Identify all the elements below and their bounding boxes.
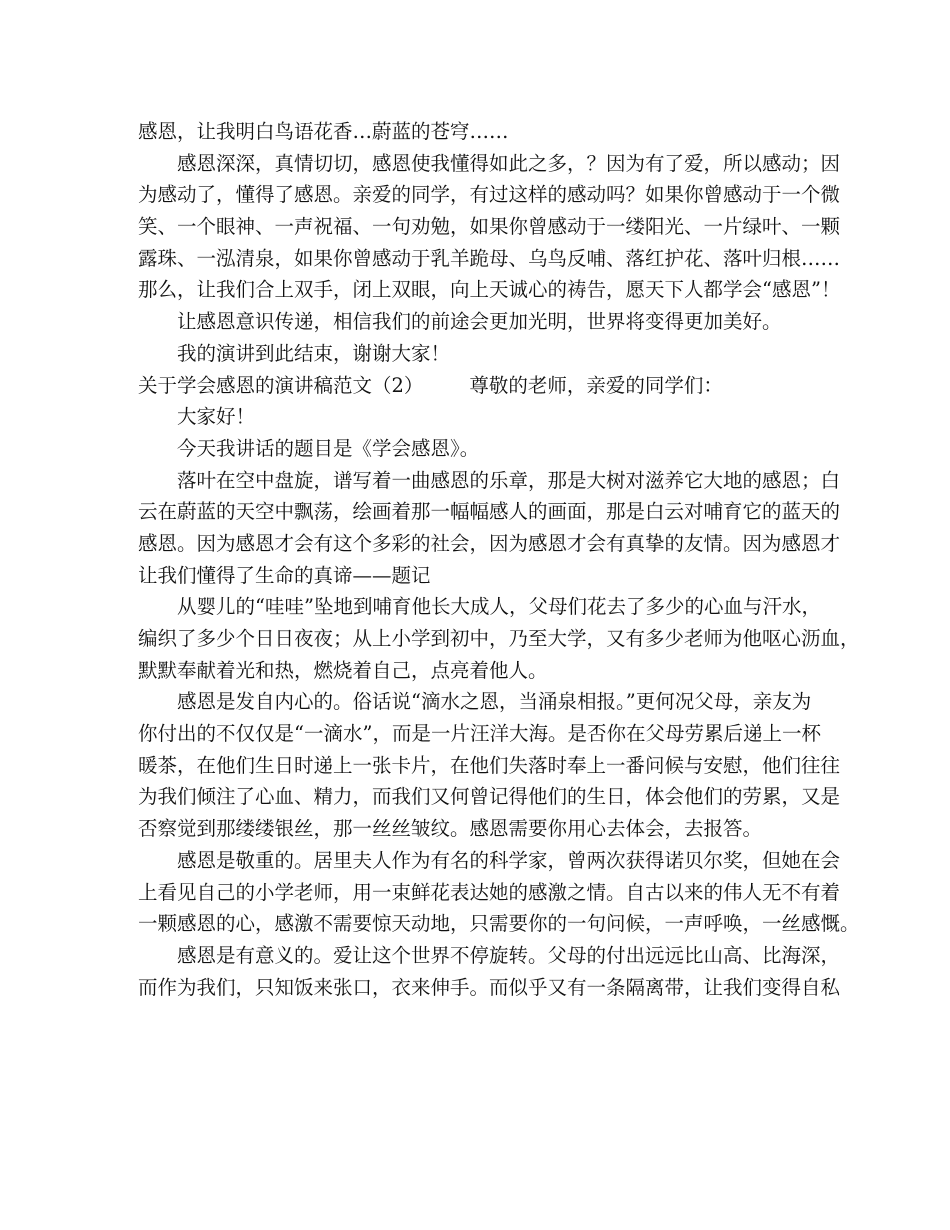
- text-line: 为我们倾注了心血、精力，而我们又何曾记得他们的生日，体会他们的劳累，又是: [138, 785, 841, 809]
- section-heading-line: [138, 370, 828, 402]
- text-line: 大家好！: [177, 405, 256, 429]
- text-line: 从婴儿的“哇哇”坠地到哺育他长大成人，父母们花去了多少的心血与汗水，: [177, 595, 821, 619]
- text-line: 你付出的不仅仅是“一滴水”，而是一片汪洋大海。是否你在父母劳累后递上一杯: [138, 722, 821, 746]
- text-line: 而作为我们，只知饭来张口，衣来伸手。而似乎又有一条隔离带，让我们变得自私: [138, 975, 841, 999]
- text-line: 为感动了，懂得了感恩。亲爱的同学，有过这样的感动吗？如果你曾感动于一个微: [138, 183, 841, 207]
- text-line: 笑、一个眼神、一声祝福、一句劝勉，如果你曾感动于一缕阳光、一片绿叶、一颗: [138, 215, 841, 239]
- text-line: 我的演讲到此结束，谢谢大家！: [177, 341, 451, 365]
- text-line: 感恩深深，真情切切，感恩使我懂得如此之多，？因为有了爱，所以感动；因: [177, 151, 841, 175]
- text-line: 编织了多少个日日夜夜；从上小学到初中，乃至大学，又有多少老师为他呕心沥血，: [138, 627, 860, 650]
- document-body: [138, 116, 860, 1003]
- text-line: 今天我讲话的题目是《学会感恩》。: [177, 436, 480, 460]
- text-line: 感恩，让我明白鸟语花香…蔚蓝的苍穹……: [138, 120, 509, 143]
- text-line: 那么，让我们合上双手，闭上双眼，向上天诚心的祷告，愿天下人都学会“感恩”！: [138, 278, 841, 302]
- text-line: 否察觉到那缕缕银丝，那一丝丝皱纹。感恩需要你用心去体会，去报答。: [138, 817, 763, 841]
- salutation: 尊敬的老师，亲爱的同学们：: [469, 373, 723, 397]
- text-line: 露珠、一泓清泉，如果你曾感动于乳羊跪母、乌鸟反哺、落红护花、落叶归根……: [138, 246, 841, 270]
- section-title: 关于学会感恩的演讲稿范文（2）: [138, 373, 424, 397]
- text-line: 感恩是发自内心的。俗话说“滴水之恩，当涌泉相报。”更何况父母，亲友为: [177, 690, 812, 714]
- text-line: 默默奉献着光和热，燃烧着自己，点亮着他人。: [138, 658, 548, 682]
- text-line: 一颗感恩的心，感激不需要惊天动地，只需要你的一句问候，一声呼唤，一丝感慨。: [138, 912, 860, 936]
- text-line: 感恩。因为感恩才会有这个多彩的社会，因为感恩才会有真挚的友情。因为感恩才: [138, 531, 841, 555]
- text-line: 云在蔚蓝的天空中飘荡，绘画着那一幅幅感人的画面，那是白云对哺育它的蓝天的: [138, 500, 841, 524]
- text-line: 感恩是有意义的。爱让这个世界不停旋转。父母的付出远远比山高、比海深，: [177, 943, 841, 967]
- text-line: 让我们懂得了生命的真谛——题记: [138, 563, 431, 587]
- text-line: 上看见自己的小学老师，用一束鲜花表达她的感激之情。自古以来的伟人无不有着: [138, 880, 841, 904]
- text-line: 暖茶，在他们生日时递上一张卡片，在他们失落时奉上一番问候与安慰，他们往往: [138, 753, 841, 777]
- text-line: 让感恩意识传递，相信我们的前途会更加光明，世界将变得更加美好。: [177, 310, 782, 334]
- text-line: 落叶在空中盘旋，谱写着一曲感恩的乐章，那是大树对滋养它大地的感恩；白: [177, 468, 841, 492]
- text-line: 感恩是敬重的。居里夫人作为有名的科学家，曾两次获得诺贝尔奖，但她在会: [177, 848, 841, 872]
